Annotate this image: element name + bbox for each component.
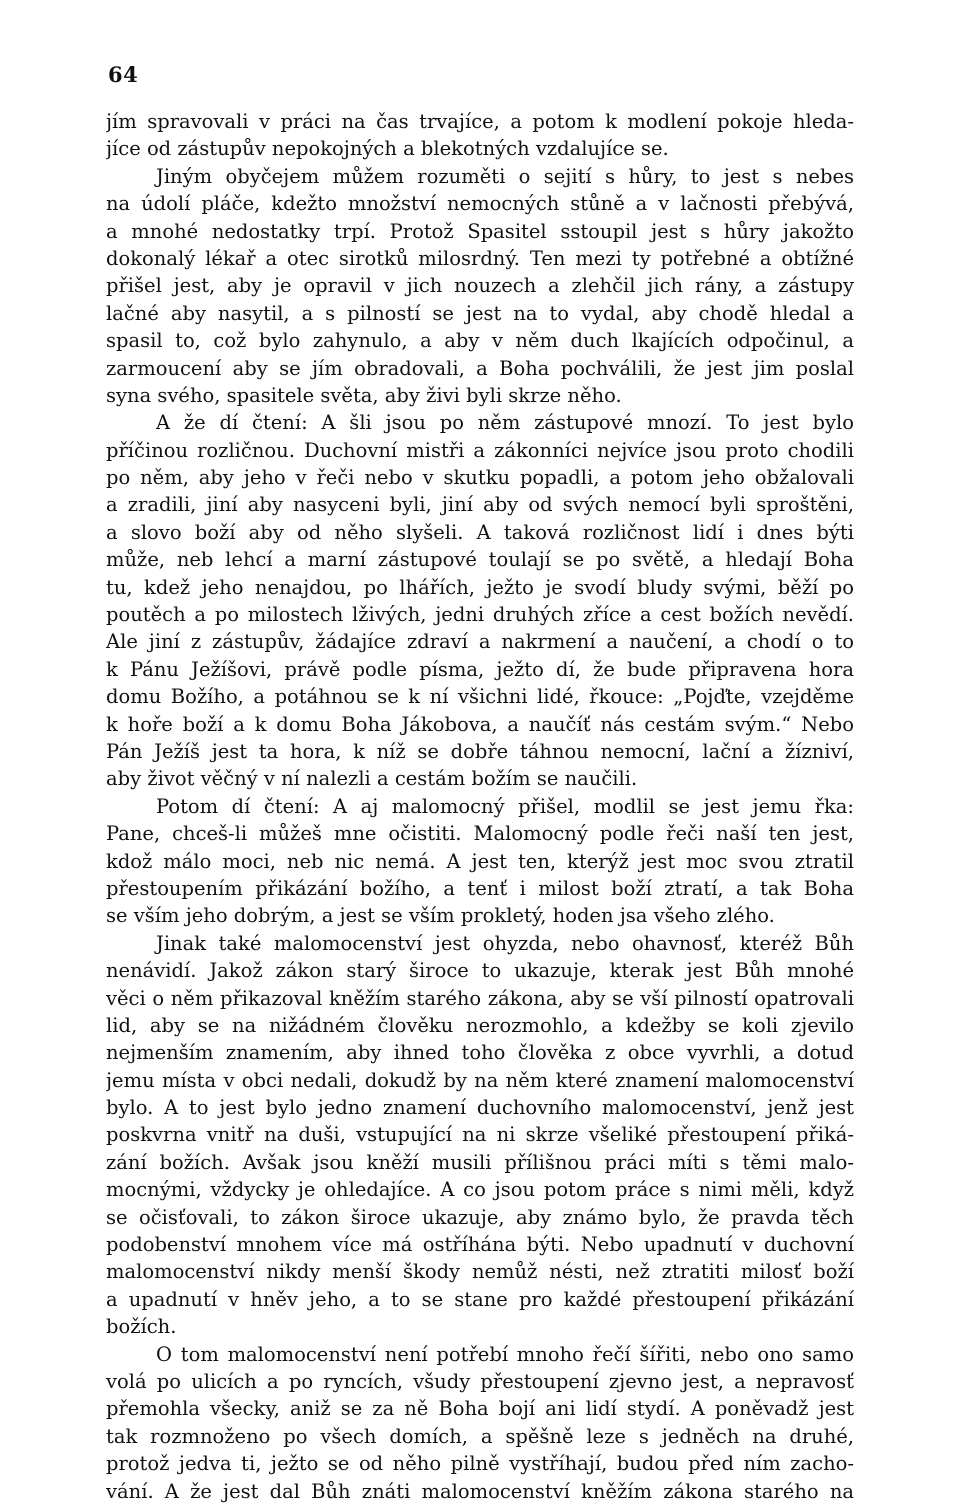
text-line: zání božích. Avšak jsou kněží musili přílišnou práci míti s těmi malo- bbox=[106, 1150, 854, 1174]
text-line: Potom dí čtení: A aj malomocný přišel, modlil se jest jemu řka: bbox=[156, 794, 854, 818]
text-line: vání. A že jest dal Bůh znáti malomocenství kněžím zákona starého na bbox=[106, 1479, 854, 1503]
text-line: volá po ulicích a po ryncích, všudy přestoupení zjevno jest, a nepravosť bbox=[106, 1369, 854, 1393]
text-line: věci o něm přikazoval kněžím starého zákona, aby se vší pilností opatrovali bbox=[106, 986, 854, 1010]
text-line: se očisťovali, to zákon široce ukazuje, aby známo bylo, že pravda těch bbox=[106, 1205, 854, 1229]
text-line: dokonalý lékař a otec sirotků milosrdný. Ten mezi ty potřebné a obtížné bbox=[106, 246, 854, 270]
text-line: k hoře boží a k domu Boha Jákobova, a naučíť nás cestám svým.“ Nebo bbox=[106, 712, 854, 736]
paragraph bbox=[106, 1341, 854, 1505]
text-line: Pane, chceš-li můžeš mne očistiti. Malomocný podle řeči naší ten jest, bbox=[106, 822, 854, 846]
text-line: může, neb lehcí a marní zástupové toulají se po světě, a hledají Boha bbox=[106, 548, 854, 572]
text-line: jemu místa v obci nedali, dokudž by na něm které znamení malomocenství bbox=[106, 1068, 854, 1092]
text-line: syna svého, spasitele světa, aby živi byli skrze něho. bbox=[106, 383, 622, 407]
text-line: jím spravovali v práci na čas trvajíce, a potom k modlení pokoje hleda- bbox=[106, 110, 854, 133]
paragraph bbox=[106, 793, 854, 930]
text-line: domu Božího, a potáhnou se k ní všichni lidé, řkouce: „Pojďte, vzejděme bbox=[106, 685, 854, 709]
text-line: Jinak také malomocenství jest ohyzda, nebo ohavnosť, kteréž Bůh bbox=[156, 931, 854, 955]
text-line: se vším jeho dobrým, a jest se vším prokletý, hoden jsa všeho zlého. bbox=[106, 904, 775, 928]
text-line: O tom malomocenství není potřebí mnoho řečí šířiti, nebo ono samo bbox=[156, 1342, 854, 1366]
text-line: kdož málo moci, neb nic nemá. A jest ten, kterýž jest moc svou ztratil bbox=[106, 849, 854, 873]
text-line: poutěch a po milostech lživých, jedni druhých zříce a cest božích nevědí. bbox=[106, 603, 854, 627]
text-line: protož jedva ti, ježto se od něho pilně vystříhají, budou před ním zacho- bbox=[106, 1452, 854, 1476]
text-line: po něm, aby jeho v řeči nebo v skutku popadli, a potom jeho obžalovali bbox=[106, 466, 854, 490]
text-line: na údolí pláče, kdežto množství nemocných stůně a v lačnosti přebývá, bbox=[106, 192, 854, 216]
text-line: lid, aby se na nižádném člověku nerozmohlo, a kdežby se koli zjevilo bbox=[106, 1013, 854, 1037]
text-line: A že dí čtení: A šli jsou po něm zástupové mnozí. To jest bylo bbox=[156, 411, 854, 435]
text-line: malomocenství nikdy menší škody nemůž nésti, než ztratiti milosť boží bbox=[106, 1260, 854, 1284]
text-line: a slovo boží aby od něho slyšeli. A taková rozličnost lidí i dnes býti bbox=[106, 520, 854, 544]
text-line: mocnými, vždycky je ohledajíce. A co jsou potom práce s nimi měli, když bbox=[106, 1178, 854, 1202]
text-line: aby život věčný v ní nalezli a cestám božím se naučili. bbox=[106, 767, 638, 791]
text-line: spasil to, což bylo zahynulo, a aby v něm duch lkajících odpočinul, a bbox=[106, 329, 854, 353]
text-line: a upadnutí v hněv jeho, a to se stane pro každé přestoupení přikázání bbox=[106, 1287, 854, 1311]
paragraph bbox=[106, 108, 854, 163]
text-line: lačné aby nasytil, a s pilností se jest na to vydal, aby chodě hledal a bbox=[106, 301, 854, 325]
text-line: bylo. A to jest bylo jedno znamení duchovního malomocenství, jenž jest bbox=[106, 1096, 854, 1120]
text-line: tu, kdež jeho nenajdou, po lhářích, ježto je svodí bludy svými, běží po bbox=[106, 575, 854, 599]
text-line: příčinou rozličnou. Duchovní mistři a zákonníci nejvíce jsou proto chodili bbox=[106, 438, 854, 462]
text-line: přemohla všecky, aniž se za ně Boha bojí ani lidí stydí. A poněvadž jest bbox=[106, 1397, 854, 1421]
text-line: božích. bbox=[106, 1315, 177, 1339]
text-line: nenávidí. Jakož zákon starý široce to ukazuje, kterak jest Bůh mnohé bbox=[106, 959, 854, 983]
text-line: podobenství mnohem více má ostříhána býti. Nebo upadnutí v duchovní bbox=[106, 1233, 854, 1257]
text-line: Ale jiní z zástupův, žádajíce zdraví a nakrmení a naučení, a chodí o to bbox=[106, 630, 854, 654]
text-line: Jiným obyčejem můžem rozuměti o sejití s hůry, to jest s nebes bbox=[156, 164, 854, 188]
paragraph bbox=[106, 163, 854, 410]
text-line: přestoupením přikázání božího, a tenť i milost boží ztratí, a tak Boha bbox=[106, 876, 854, 900]
text-line: poskvrna vnitř na duši, vstupující na ni skrze všeliké přestoupení přiká- bbox=[106, 1123, 854, 1147]
paragraph bbox=[106, 409, 854, 792]
text-line: zarmoucení aby se jím obradovali, a Boha pochválili, že jest jim poslal bbox=[106, 356, 854, 380]
text-line: tak rozmnoženo po všech domích, a spěšně leze s jedněch na druhé, bbox=[106, 1424, 854, 1448]
text-line: k Pánu Ježíšovi, právě podle písma, ježto dí, že bude připravena hora bbox=[106, 657, 854, 681]
text-line: a zradili, jiní aby nasyceni byli, jiní aby od svých nemocí byli sproštěni, bbox=[106, 493, 854, 517]
text-line: přišel jest, aby je opravil v jich nouzech a zlehčil jich rány, a zástupy bbox=[106, 274, 854, 298]
page-number: 64 bbox=[108, 62, 139, 87]
body-text bbox=[106, 108, 854, 1505]
text-line: Pán Ježíš jest ta hora, k níž se dobře táhnou nemocní, lační a žízniví, bbox=[106, 739, 854, 763]
text-line: jíce od zástupův nepokojných a blekotných vzdalujíce se. bbox=[106, 137, 669, 161]
text-line: a mnohé nedostatky trpí. Protož Spasitel sstoupil jest s hůry jakožto bbox=[106, 219, 854, 243]
text-line: nejmenším znamením, aby ihned toho člověka z obce vyvrhli, a dotud bbox=[106, 1041, 854, 1065]
paragraph bbox=[106, 930, 854, 1341]
